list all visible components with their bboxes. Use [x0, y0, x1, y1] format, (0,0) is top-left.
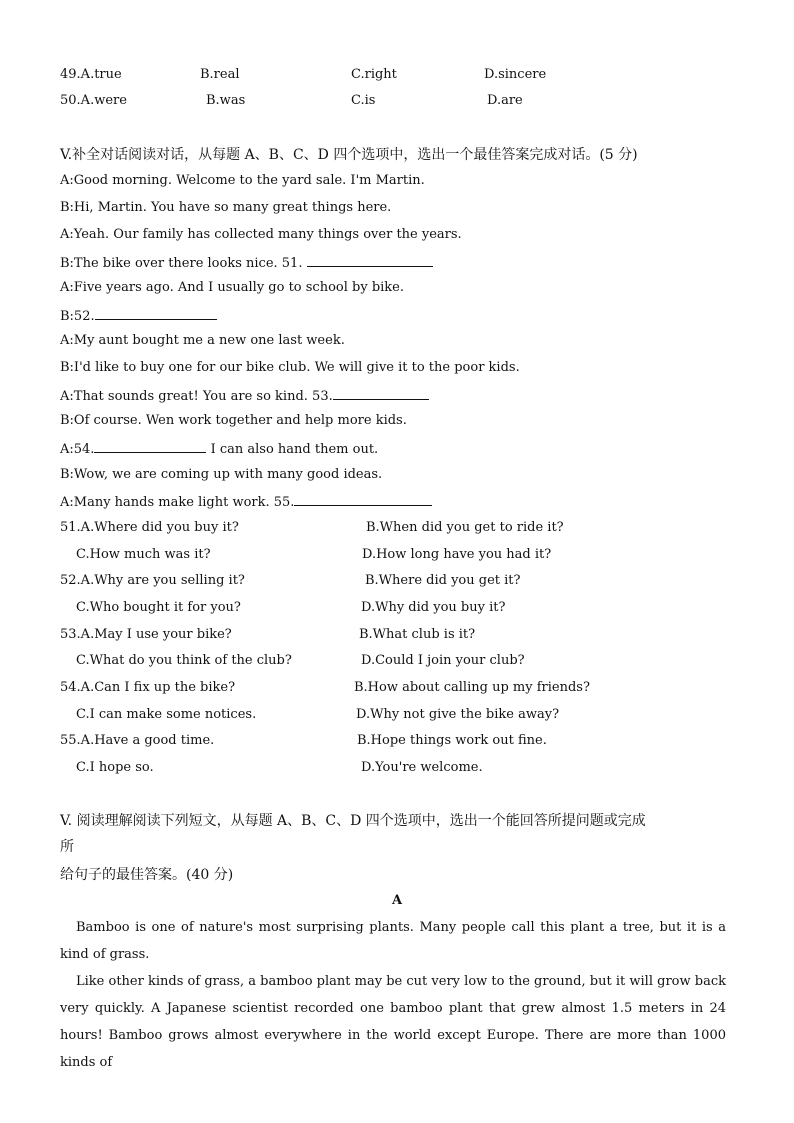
dialogue-text: I can also hand them out.: [210, 442, 379, 457]
dialogue-line: A:Good morning. Welcome to the yard sale. I'm Martin.: [60, 173, 425, 188]
q55-option-d: D.You're welcome.: [361, 760, 483, 775]
q49-option-d: D.sincere: [484, 67, 547, 82]
dialogue-line-with-blank-51: [60, 253, 433, 273]
dialogue-text: A:That sounds great! You are so kind. 53.: [60, 389, 333, 404]
answer-blank-54: [94, 439, 206, 453]
dialogue-text: A:Many hands make light work. 55.: [60, 495, 295, 510]
paragraph-text: Like other kinds of grass, a bamboo plant may be cut very low to the ground, but it will grow back very quickly. A Japanese scientist recorded one bamboo plant that grew almost 1.5 meters in 24 hours! Bamboo grows almost everywhere in the world except Europe. There are more than 1000 kinds of: [60, 974, 726, 1070]
dialogue-line: A:Yeah. Our family has collected many things over the years.: [60, 227, 462, 242]
section-heading-reading-wrap: 所: [60, 839, 74, 855]
dialogue-line-with-blank-54: [60, 439, 378, 459]
section-heading-reading: V. 阅读理解阅读下列短文，从每题 A、B、C、D 四个选项中，选出一个能回答所提问题或完成: [60, 813, 646, 829]
q50-option-b: B.was: [206, 93, 246, 108]
q53-option-a: 53.A.May I use your bike?: [60, 627, 232, 642]
q52-option-d: D.Why did you buy it?: [361, 600, 506, 615]
q51-option-c: C.How much was it?: [76, 547, 211, 562]
q52-option-c: C.Who bought it for you?: [76, 600, 241, 615]
passage-paragraph: [60, 914, 726, 968]
dialogue-line: A:Five years ago. And I usually go to school by bike.: [60, 280, 405, 295]
q55-option-c: C.I hope so.: [76, 760, 154, 775]
q54-option-d: D.Why not give the bike away?: [356, 707, 560, 722]
dialogue-line-with-blank-52: [60, 306, 217, 326]
q49-option-c: C.right: [351, 67, 397, 82]
q52-option-a: 52.A.Why are you selling it?: [60, 573, 245, 588]
section-heading-dialogue: V.补全对话阅读对话，从每题 A、B、C、D 四个选项中，选出一个最佳答案完成对话。(5 分): [60, 147, 638, 163]
dialogue-line-with-blank-55: [60, 492, 432, 512]
q49-option-b: B.real: [200, 67, 240, 82]
q53-option-c: C.What do you think of the club?: [76, 653, 292, 668]
dialogue-line: A:My aunt bought me a new one last week.: [60, 333, 345, 348]
q50-option-c: C.is: [351, 93, 376, 108]
q54-option-a: 54.A.Can I fix up the bike?: [60, 680, 236, 695]
passage-paragraph: [60, 968, 726, 1076]
dialogue-line: B:Hi, Martin. You have so many great things here.: [60, 200, 392, 215]
q50-option-d: D.are: [487, 93, 523, 108]
dialogue-line: B:Of course. Wen work together and help more kids.: [60, 413, 407, 428]
dialogue-text: B:The bike over there looks nice. 51.: [60, 256, 303, 271]
passage-title: A: [391, 893, 403, 908]
q55-option-a: 55.A.Have a good time.: [60, 733, 215, 748]
paragraph-text: Bamboo is one of nature's most surprising plants. Many people call this plant a tree, but it is a kind of grass.: [60, 920, 726, 962]
dialogue-line: B:I'd like to buy one for our bike club. We will give it to the poor kids.: [60, 360, 520, 375]
answer-blank-52: [95, 306, 217, 320]
dialogue-text: B:52.: [60, 309, 95, 324]
q50-option-a: 50.A.were: [60, 93, 127, 108]
answer-blank-53: [333, 386, 429, 400]
q52-option-b: B.Where did you get it?: [365, 573, 521, 588]
dialogue-line-with-blank-53: [60, 386, 429, 406]
section-heading-reading-cont: 给句子的最佳答案。(40 分): [60, 867, 234, 883]
q55-option-b: B.Hope things work out fine.: [357, 733, 547, 748]
q49-option-a: 49.A.true: [60, 67, 122, 82]
q54-option-b: B.How about calling up my friends?: [354, 680, 590, 695]
q51-option-d: D.How long have you had it?: [362, 547, 552, 562]
answer-blank-55: [294, 492, 432, 506]
q53-option-b: B.What club is it?: [359, 627, 476, 642]
q54-option-c: C.I can make some notices.: [76, 707, 257, 722]
dialogue-line: B:Wow, we are coming up with many good ideas.: [60, 467, 383, 482]
answer-blank-51: [307, 253, 433, 267]
dialogue-text: A:54.: [60, 442, 95, 457]
q53-option-d: D.Could I join your club?: [361, 653, 525, 668]
q51-option-a: 51.A.Where did you buy it?: [60, 520, 239, 535]
q51-option-b: B.When did you get to ride it?: [366, 520, 564, 535]
